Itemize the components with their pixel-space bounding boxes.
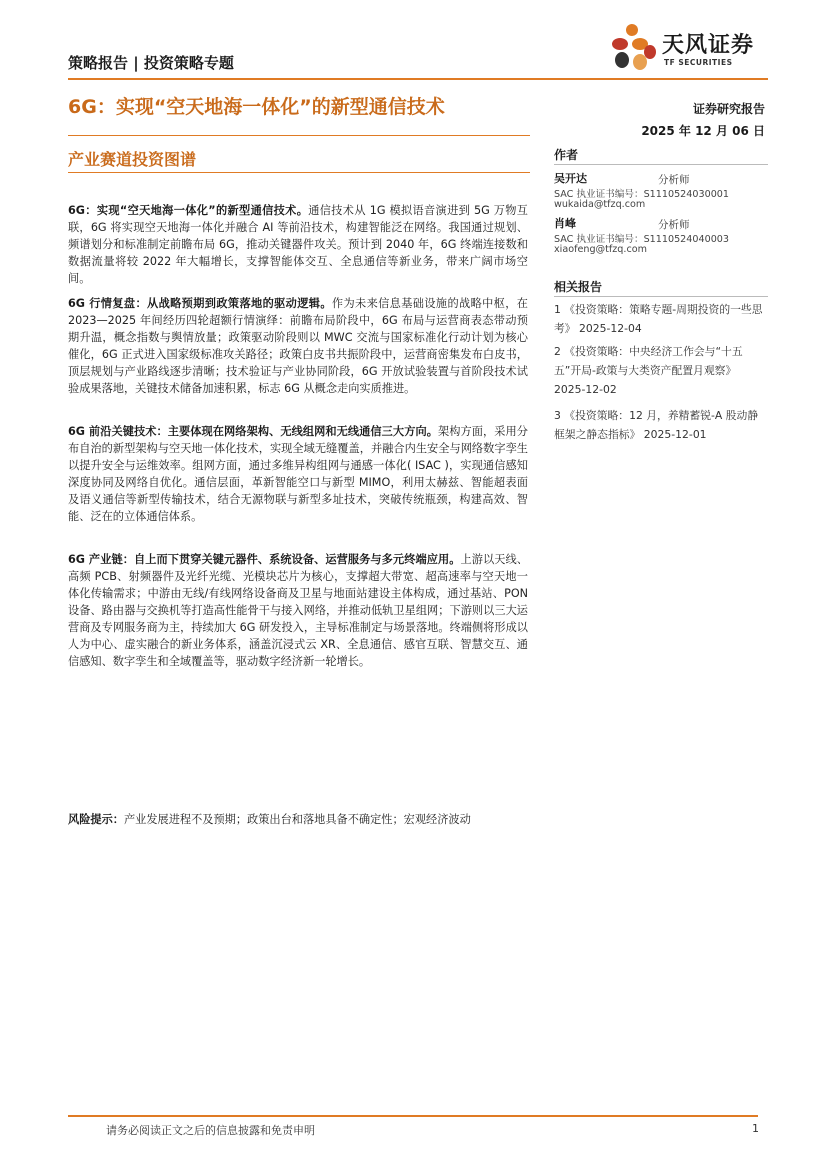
footer-divider	[68, 1115, 758, 1117]
report-label: 证券研究报告	[692, 102, 765, 116]
paragraph-overview	[68, 202, 528, 287]
related-heading: 相关报告	[554, 280, 603, 294]
paragraph-lead: 6G 行情复盘：从战略预期到政策落地的驱动逻辑。	[68, 297, 332, 310]
report-date: 2025 年 12 月 06 日	[641, 124, 765, 138]
report-type: 策略报告 | 投资策略专题	[68, 54, 234, 72]
logo-text-en: TF SECURITIES	[664, 58, 733, 67]
section-title: 产业赛道投资图谱	[68, 150, 197, 169]
paragraph-body: 上游以天线、高频 PCB、射频器件及光纤光缆、光模块芯片为核心，支撑超大带宽、超高速率与空天地一体化传输需求；中游由无线/有线网络设备商及卫星与地面站建设主体构成，通过基站、PON 设备、路由器与交换机等打造高性能骨干与接入网络，并推动低轨卫星组网；下游则以三大运营商及专网服务商为主，持续加大 6G 研发投入，主导标准制定与场景落地。终端侧将形成以人为中心、虚实融合的新业务体系，涵盖沉浸式云 XR、全息通信、感官互联、智慧交互、通信感知、数字孪生和全域覆盖等，驱动数字经济新一轮增长。	[68, 553, 528, 668]
authors-divider	[554, 164, 768, 165]
paragraph-lead: 6G 前沿关键技术：主要体现在网络架构、无线组网和无线通信三大方向。	[68, 425, 438, 438]
title-divider	[68, 135, 530, 136]
risk-body: 产业发展进程不及预期；政策出台和落地具备不确定性；宏观经济波动	[123, 813, 471, 826]
author-role: 分析师	[658, 174, 690, 186]
paragraph-body: 作为未来信息基础设施的战略中枢，在 2023—2025 年间经历四轮超额行情演绎：前瞻布局阶段中，6G 布局与运营商表态带动预期升温，概念指数与舆情放量；政策驱动阶段则以 MWC 交流与国家标准化行动计划为核心催化，6G 正式进入国家级标准攻关路径；政策白皮书共振阶段中，运营商密集发布白皮书，顶层规划与产业路线逐步清晰；技术验证与产业协同阶段，6G 开放试验装置与首阶段技术试验成果落地，关键技术储备加速积累，标志 6G 从概念走向实质推进。	[68, 297, 528, 395]
logo-text-cn: 天风证券	[662, 33, 755, 58]
related-report-item[interactable]: 3 《投资策略：12 月，养精蓄锐-A 股动静框架之静态指标》 2025-12-01	[554, 409, 759, 441]
company-logo	[610, 22, 770, 76]
author-email[interactable]: wukaida@tfzq.com	[554, 199, 646, 210]
authors-heading: 作者	[554, 148, 579, 162]
main-title: 6G：实现“空天地海一体化”的新型通信技术	[68, 96, 445, 118]
footer-disclaimer: 请务必阅读正文之后的信息披露和免责申明	[106, 1124, 315, 1137]
paragraph-key-tech	[68, 423, 528, 525]
paragraph-lead: 6G：实现“空天地海一体化”的新型通信技术。	[68, 204, 309, 217]
related-report-item[interactable]: 1 《投资策略：策略专题-周期投资的一些思考》 2025-12-04	[554, 303, 763, 335]
paragraph-body: 通信技术从 1G 模拟语音演进到 5G 万物互联，6G 将实现空天地海一体化并融合 AI 等前沿技术，构建智能泛在网络。我国通过规划、频谱划分和标准制定前瞻布局 6G，推动关键器件攻关。预计到 2040 年，6G 终端连接数和数据流量将较 2022 年大幅增长，支撑智能体交互、全息通信等新业务，带来广阔市场空间。	[68, 204, 528, 285]
risk-warning	[68, 811, 528, 828]
paragraph-lead: 6G 产业链：自上而下贯穿关键元器件、系统设备、运营服务与多元终端应用。	[68, 553, 461, 566]
related-divider	[554, 296, 768, 297]
header-divider	[68, 78, 768, 80]
risk-lead: 风险提示：	[68, 813, 124, 826]
section-divider	[68, 172, 530, 173]
author-email[interactable]: xiaofeng@tfzq.com	[554, 244, 647, 255]
author-cert: SAC 执业证书编号：S1110524030001	[554, 189, 730, 200]
author-name: 肖峰	[554, 217, 576, 230]
related-report-item[interactable]: 2 《投资策略：中央经济工作会与“十五五”开局-政策与大类资产配置月观察》 2025-12-02	[554, 345, 743, 396]
author-cert: SAC 执业证书编号：S1110524040003	[554, 234, 730, 245]
logo-petals-icon	[610, 22, 662, 76]
author-name: 吴开达	[554, 172, 587, 185]
paragraph-body: 架构方面，采用分布自治的新型架构与空天地一体化技术，实现全域无缝覆盖，并融合内生安全与网络数字孪生以提升安全与运维效率。组网方面，通过多维异构组网与通感一体化( ISAC )，实现通信感知深度协同及网络自优化。通信层面，革新智能空口与新型 MIMO，利用太赫兹、智能超表面及语义通信等新型传输技术，结合无源物联与新型多址技术，突破传统瓶颈，构建高效、智能、泛在的立体通信体系。	[68, 425, 528, 523]
paragraph-industry-chain	[68, 551, 528, 670]
page-number: 1	[752, 1122, 759, 1135]
paragraph-market-review	[68, 295, 528, 397]
author-role: 分析师	[658, 219, 690, 231]
